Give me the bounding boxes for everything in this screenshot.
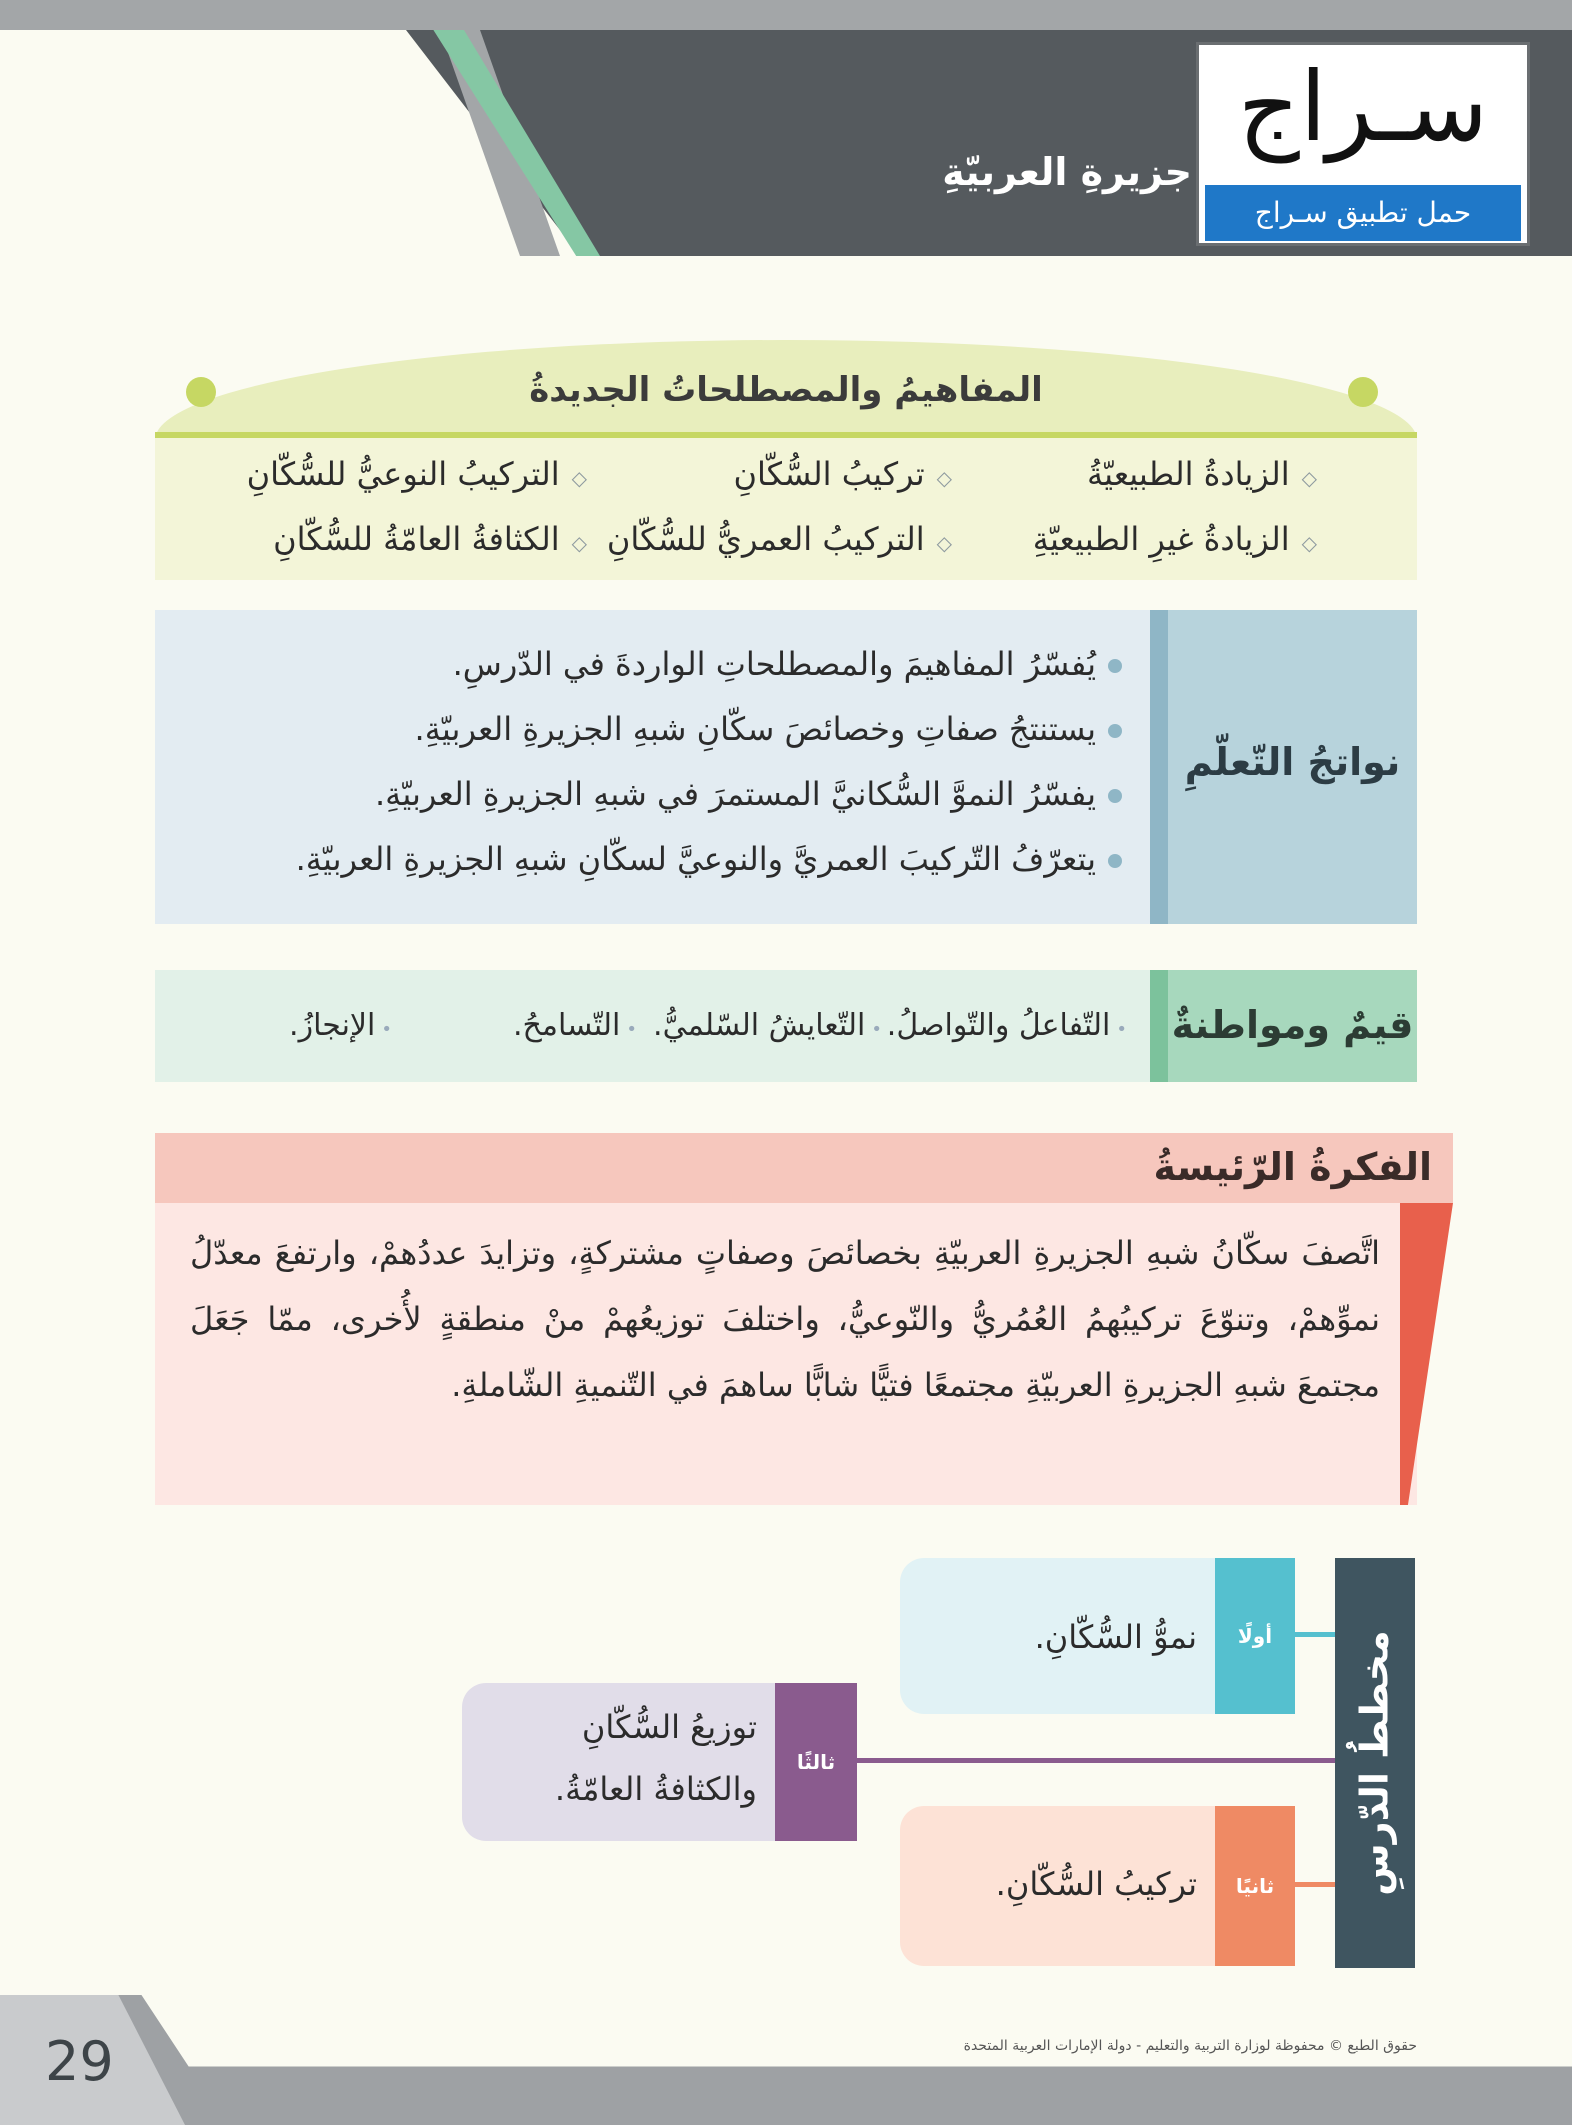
main-idea-accent <box>1400 1203 1453 1505</box>
plan-item-text: تركيبُ السُّكّانِ. <box>995 1865 1197 1903</box>
value-item: •التّعايشُ السّلميُّ. <box>653 1008 882 1043</box>
value-item: •التّسامحُ. <box>512 1008 637 1043</box>
values-accent-bar <box>1150 970 1168 1082</box>
diamond-bullet-icon: ◇ <box>936 466 952 490</box>
values-label: قيمٌ ومواطنةٌ <box>1171 1003 1414 1047</box>
plan-tab-label: أولًا <box>1237 1624 1273 1648</box>
value-item: •الإنجازُ. <box>289 1008 392 1043</box>
outcome-item: يتعرّفُ التّركيبَ العمريَّ والنوعيَّ لسكّانِ شبهِ الجزيرةِ العربيّةِ. <box>296 840 1122 878</box>
plan-tab-label: ثالثًا <box>796 1750 836 1774</box>
dot-bullet-icon: • <box>1116 1019 1127 1040</box>
bullet-icon <box>1108 789 1122 803</box>
page-number: 29 <box>45 2030 114 2093</box>
outcomes-label: نواتجُ التّعلّمِ <box>1184 740 1401 784</box>
plan-tab-first <box>1215 1558 1295 1714</box>
bullet-icon <box>1108 659 1122 673</box>
plan-card-third <box>462 1683 782 1841</box>
dot-bullet-icon: • <box>871 1019 882 1040</box>
concept-item: ◇الكثافةُ العامّةُ للسُّكّانِ <box>273 520 587 558</box>
logo-text: سـراج <box>1237 51 1489 163</box>
bullet-icon <box>1108 854 1122 868</box>
value-item: •التّفاعلُ والتّواصلُ. <box>886 1008 1127 1043</box>
concept-item: ◇الزيادةُ غيرِ الطبيعيّةِ <box>1032 520 1317 558</box>
main-idea-title: الفكرةُ الرّئيسةُ <box>1153 1145 1432 1189</box>
logo-subtitle: حمل تطبيق سـراج <box>1205 185 1521 241</box>
copyright-text: حقوق الطبع © محفوظة لوزارة التربية والتعليم - دولة الإمارات العربية المتحدة <box>963 2038 1417 2054</box>
footer-band <box>0 1995 1572 2125</box>
concept-item: ◇التركيبُ العمريُّ للسُّكّانِ <box>606 520 952 558</box>
concepts-title: المفاهيمُ والمصطلحاتُ الجديدةُ <box>529 370 1043 410</box>
diamond-bullet-icon: ◇ <box>1301 531 1317 555</box>
main-idea-text: اتَّصفَ سكّانُ شبهِ الجزيرةِ العربيّةِ بخصائصَ وصفاتٍ مشتركةٍ، وتزايدَ عددُهمْ، وارتفعَ معدّلُ نموِّهمْ، وتنوّعَ تركيبُهمُ العُمُريُّ والنّوعيُّ، واختلفَ توزيعُهمْ منْ منطقةٍ لأُخرى، ممّا جَعَلَ مجتمعَ شبهِ الجزيرةِ العربيّةِ مجتمعًا فتيًّا شابًّا ساهمَ في التّنميةِ الشّاملةِ. <box>190 1234 1380 1404</box>
plan-item-text: والكثافةُ العامّةُ. <box>554 1770 757 1808</box>
concept-item: ◇التركيبُ النوعيُّ للسُّكّانِ <box>246 455 587 493</box>
plan-tab-label: ثانيًا <box>1235 1874 1275 1898</box>
lesson-plan-label: مخططُ الدّرسِ <box>1353 1630 1397 1896</box>
diamond-bullet-icon: ◇ <box>936 531 952 555</box>
concept-item: ◇الزيادةُ الطبيعيّةُ <box>1087 455 1317 493</box>
lesson-title: جزيرةِ العربيّةِ <box>942 150 1192 194</box>
dot-bullet-icon: • <box>626 1019 637 1040</box>
plan-tab-second <box>1215 1806 1295 1966</box>
connector-line <box>1295 1882 1335 1887</box>
outcomes-accent-bar <box>1150 610 1168 924</box>
connector-line <box>1295 1632 1335 1637</box>
diamond-bullet-icon: ◇ <box>571 531 587 555</box>
diamond-bullet-icon: ◇ <box>571 466 587 490</box>
diamond-bullet-icon: ◇ <box>1301 466 1317 490</box>
plan-item-text: نموُّ السُّكّانِ. <box>1034 1618 1197 1656</box>
header-top-band <box>0 0 1572 30</box>
bullet-icon <box>1108 724 1122 738</box>
plan-tab-third <box>775 1683 857 1841</box>
plan-item-text: توزيعُ السُّكّانِ <box>581 1708 757 1746</box>
dot-bullet-icon: • <box>381 1019 392 1040</box>
outcome-item: يفسّرُ النموَّ السُّكانيَّ المستمرَ في شبهِ الجزيرةِ العربيّةِ. <box>375 775 1122 813</box>
siraj-logo[interactable] <box>1196 42 1530 246</box>
outcome-item: يستنتجُ صفاتِ وخصائصَ سكّانِ شبهِ الجزيرةِ العربيّةِ. <box>415 710 1122 748</box>
connector-line <box>857 1758 1335 1763</box>
outcome-item: يُفسّرُ المفاهيمَ والمصطلحاتِ الواردةَ في الدّرسِ. <box>453 645 1122 683</box>
concept-item: ◇تركيبُ السُّكّانِ <box>733 455 952 493</box>
lesson-plan-label-wrap <box>1335 1558 1415 1968</box>
